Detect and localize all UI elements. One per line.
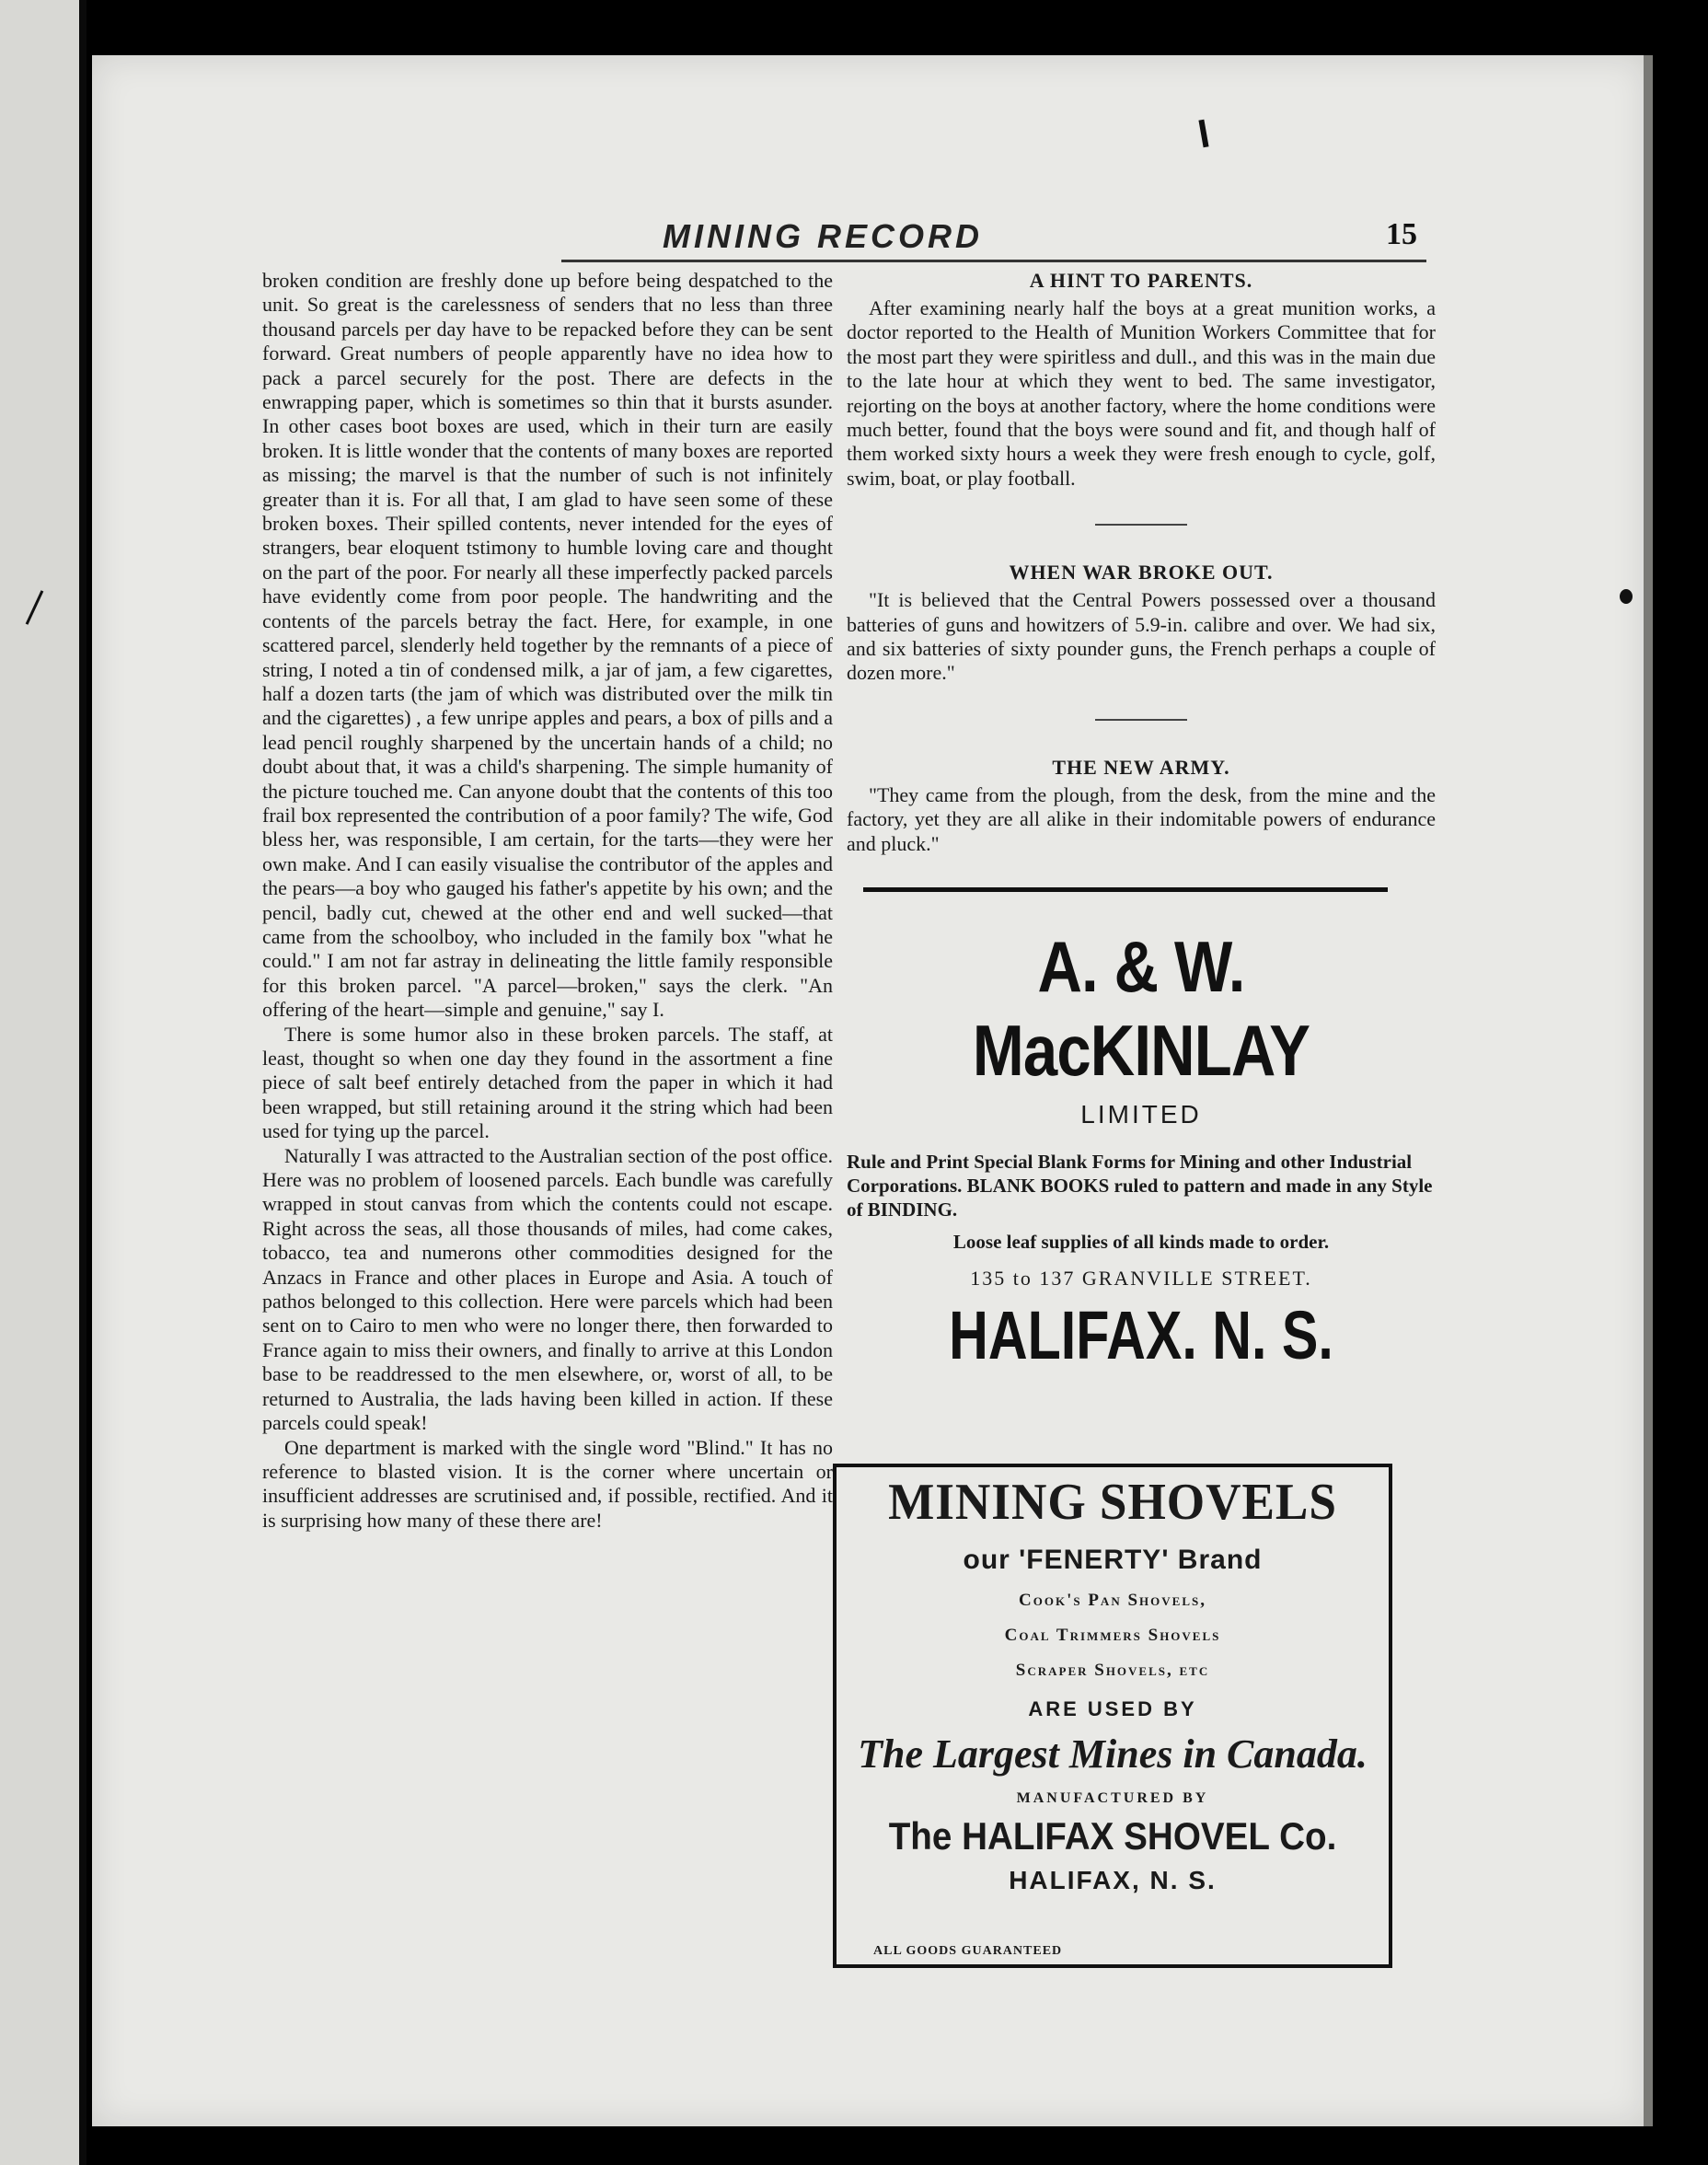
ad-loose-leaf: Loose leaf supplies of all kinds made to order. xyxy=(952,1231,1330,1254)
publication-title: MINING RECORD xyxy=(663,217,983,255)
war-body: "It is believed that the Central Powers possessed over a thousand batteries of guns and howitzers of 5.9-in. calibre and over. We had six, and six batteries of sixty pounder guns, the French perhaps a couple of dozen more." xyxy=(847,588,1436,685)
ad-limited: LIMITED xyxy=(1080,1100,1202,1129)
article-column xyxy=(262,269,833,1926)
ad-headline: MINING SHOVELS xyxy=(888,1474,1337,1531)
article-paragraph: One department is marked with the single word "Blind." It has no reference to blasted vision. It is the corner where uncertain or insufficient addresses are scrutinised and, if possible, rectified. And it is surprising how many of these there are! xyxy=(262,1435,833,1532)
page-number: 15 xyxy=(1386,217,1417,251)
header-rule xyxy=(561,260,1426,262)
ad-description: Rule and Print Special Blank Forms for Mining and other Industrial Corporations. BLANK BOOKS ruled to pattern and made in any Style of BINDING. xyxy=(847,1151,1433,1221)
separator xyxy=(1095,524,1187,526)
army-body: "They came from the plough, from the desk, from the mine and the factory, yet they are all alike in their indomitable powers of endurance and pluck." xyxy=(847,782,1436,855)
ad-product: Scraper Shovels, etc xyxy=(1015,1661,1210,1680)
army-title: THE NEW ARMY. xyxy=(1052,755,1230,779)
article-paragraph: broken condition are freshly done up before being despatched to the unit. So great is the carelessness of senders that no less than three thousand parcels per day have to be repacked before they can be sent forward. Great numbers of people apparently have no idea how to pack a parcel securely for the post. There are defects in the enwrapping paper, which is sometimes so thin that it bursts asunder. In other cases boot boxes are used, which in their turn are easily broken. It is little wonder that the contents of many boxes are reported as missing; the marvel is that the number of such is not infinitely greater than it is. For all that, I am glad to have seen some of these broken boxes. Their spilled contents, never intended for the eyes of strangers, bear eloquent tstimony to humble loving care and thought on the part of the poor. For nearly all these imperfectly packed parcels have evidently come from poor people. The handwriting and the contents of the parcels betray the fact. Here, for example, in one scattered parcel, slenderly held together by the remnants of a piece of string, I noted a tin of condensed milk, a jar of jam, a few cigarettes, half a dozen tarts (the jam of which was distributed over the milk tin and the cigarettes) , a few unripe apples and pears, a box of pills and a lead pencil roughly sharpened by the uncertain hands of a child; no doubt about that, it was a child's sharpening. The simple humanity of the picture touched me. Can anyone doubt that the contents of this too frail box represented the contribution of a poor family? The wife, God bless her, was responsible, I am certain, for the tarts—they were her own make. And I can easily visualise the contributor of the apples and the pears—a boy who gauged his father's appetite by his own; and the pencil, badly cut, chewed at the other end and well sucked—that came from the schoolboy, who included in the family box "what he could." I am not far astray in delineating the little family responsible for this broken parcel. "A parcel—broken," says the clerk. "An offering of the heart—simple and genuine," say I. xyxy=(262,269,833,1022)
ad-manufactured-by: MANUFACTURED BY xyxy=(1016,1790,1209,1806)
scan-speck xyxy=(1620,589,1633,604)
heavy-rule xyxy=(863,887,1388,892)
ad-company-city: HALIFAX, N. S. xyxy=(1009,1866,1217,1894)
separator xyxy=(1095,719,1187,721)
adjacent-page-strip xyxy=(0,0,85,2165)
hint-title: A HINT TO PARENTS. xyxy=(1029,269,1253,292)
article-paragraph: There is some humor also in these broken parcels. The staff, at least, thought so when one day they found in the assortment a fine piece of salt beef entirely detached from the paper in which it had been wrapped, but still retaining around it the string which had been used for tying up the parcel. xyxy=(262,1022,833,1143)
page-edge xyxy=(1644,55,1653,2126)
ad-firm-name: A. & W. MacKINLAY xyxy=(972,926,1310,1092)
ad-address: 135 to 137 GRANVILLE STREET. xyxy=(970,1267,1312,1291)
ad-product: Coal Trimmers Shovels xyxy=(1004,1626,1221,1645)
article-paragraph: Naturally I was attracted to the Australian section of the post office. Here was no problem of loosened parcels. Each bundle was carefully wrapped in stout canvas from which the contents could not escape. Right across the seas, all those thousands of miles, had come cakes, tobacco, tea and numerons other commodities designed for the Anzacs in France and other places in Europe and Asia. A touch of pathos belonged to this collection. Here were parcels which had been sent on to Cairo to men who were no longer there, then forwarded to France again to miss their owners, and finally to arrive at this London base to be readdressed to the men elsewhere, or, worst of all, to be returned to Australia, the lads having been killed in action. If these parcels could speak! xyxy=(262,1143,833,1435)
ad-guarantee: ALL GOODS GUARANTEED xyxy=(873,1944,1063,1958)
war-title: WHEN WAR BROKE OUT. xyxy=(1009,561,1274,585)
ad-largest-mines: The Largest Mines in Canada. xyxy=(858,1731,1368,1777)
shovels-advertisement xyxy=(833,1464,1392,1968)
ad-city: HALIFAX. N. S. xyxy=(949,1297,1333,1374)
ad-product: Cook's Pan Shovels, xyxy=(1019,1591,1206,1610)
page-header xyxy=(561,217,1426,261)
hint-body: After examining nearly half the boys at a great munition works, a doctor reported to the Health of Munition Workers Committee that for the most part they were spiritless and dull., and this was in the main due to the late hour at which they went to bed. The same investigator, rejorting on the boys at another factory, where the home conditions were much better, found that the boys were sound and fit, and though half of them worked sixty hours a week they were fresh enough to cycle, golf, swim, boat, or play football. xyxy=(847,296,1436,490)
ad-used-by: ARE USED BY xyxy=(1028,1697,1197,1720)
ad-company: The HALIFAX SHOVEL Co. xyxy=(888,1814,1337,1858)
mackinlay-advertisement xyxy=(847,925,1436,1374)
binding-edge xyxy=(79,0,87,2165)
right-column xyxy=(847,269,1436,1374)
ad-brand: our 'FENERTY' Brand xyxy=(963,1545,1263,1575)
